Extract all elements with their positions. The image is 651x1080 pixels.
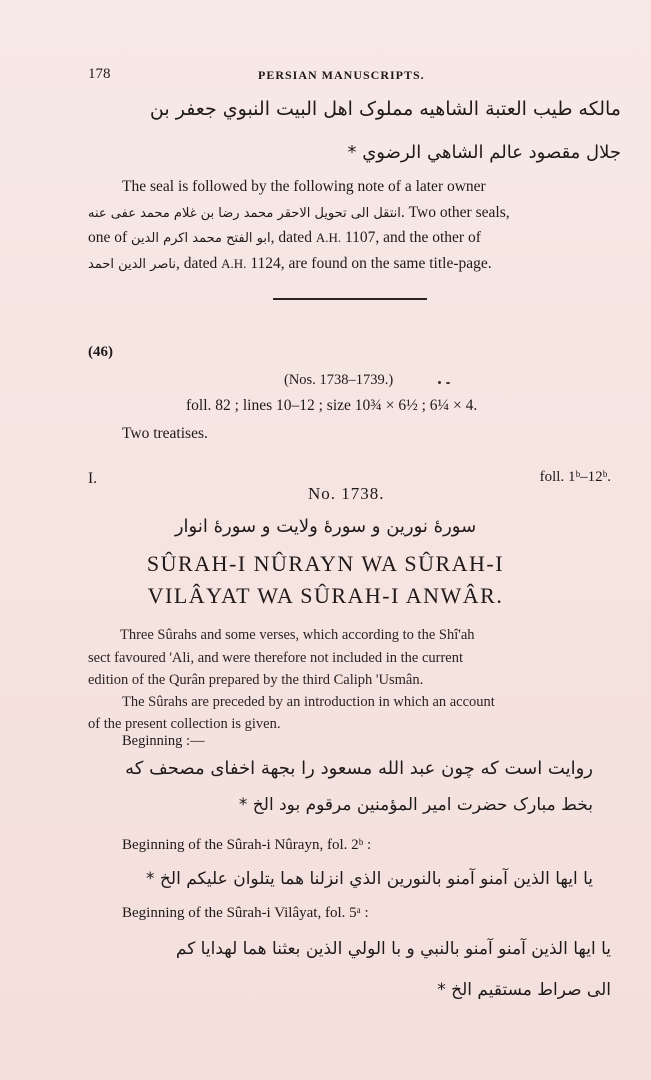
later-owner-note-arabic: انتقل الی تحویل الاحقر محمد رضا بن غلام محمد عفی عنه bbox=[88, 206, 401, 221]
vilayat-arabic-line-1: یا ایها الذین آمنو آمنو بالنبي و با الولي الذین بعثنا هما لهدایا کم bbox=[175, 939, 611, 959]
beginning-arabic-line-1: روایت است که چون عبد الله مسعود را بجهة اخفای مصحف که bbox=[125, 758, 593, 779]
treatise-title-line-1: SÛRAH-I NÛRAYN WA SÛRAH-I bbox=[146, 551, 505, 576]
seal-note-line-4-suffix: 1124, are found on the same title-page. bbox=[250, 255, 492, 272]
treatise-number: No. 1738. bbox=[308, 484, 385, 503]
running-title: PERSIAN MANUSCRIPTS. bbox=[258, 68, 425, 82]
ink-speck bbox=[438, 381, 441, 384]
treatise-title-line-2: VILÂYAT WA SÛRAH-I ANWÂR. bbox=[147, 583, 504, 608]
ink-speck bbox=[446, 382, 450, 384]
treatise-title-arabic: سورهٔ نورین و سورهٔ ولایت و سورهٔ انوار bbox=[174, 516, 477, 537]
page-number: 178 bbox=[88, 66, 111, 82]
seal-note-line-2 bbox=[88, 204, 618, 222]
section-divider bbox=[273, 298, 427, 300]
description-line-2: sect favoured 'Ali, and were therefore not included in the current bbox=[88, 650, 464, 666]
seal-note-line-2-text: . Two other seals, bbox=[400, 204, 510, 221]
seal-note-line-4 bbox=[88, 255, 618, 273]
two-treatises: Two treatises. bbox=[122, 425, 208, 442]
seal-arabic-line-1: مالکه طیب العتبة الشاهیه مملوک اهل البیت النبوي جعفر بن bbox=[149, 98, 621, 120]
seal-note-line-3-prefix: one of bbox=[88, 229, 128, 246]
treatise-roman-numeral: I. bbox=[88, 470, 98, 487]
description-line-4: The Sûrahs are preceded by an introduction in which an account bbox=[122, 694, 495, 710]
seal-note-line-3 bbox=[88, 229, 618, 247]
beginning-label: Beginning :— bbox=[122, 733, 205, 749]
seal-name-arabic-2: ناصر الدین احمد bbox=[88, 257, 176, 272]
folio-description: foll. 82 ; lines 10–12 ; size 10¾ × 6½ ; 6¼ × 4. bbox=[186, 397, 478, 414]
anno-hegirae-2: A.H. bbox=[221, 256, 247, 271]
seal-note-line-3-mid: , dated bbox=[270, 229, 312, 246]
nurayn-arabic: یا ایها الذین آمنو آمنو بالنورین الذي انزلنا هما یتلوان علیکم الخ * bbox=[146, 869, 593, 889]
seal-arabic-line-2: جلال مقصود عالم الشاهي الرضوي * bbox=[347, 142, 621, 163]
seal-note-line-3-suffix: 1107, and the other of bbox=[344, 229, 481, 246]
beginning-vilayat-label: Beginning of the Sûrah-i Vilâyat, fol. 5ᵃ : bbox=[122, 905, 369, 921]
seal-note-line-4-mid: , dated bbox=[175, 255, 218, 272]
description-line-3: edition of the Qurân prepared by the third Caliph 'Usmân. bbox=[88, 672, 424, 688]
catalogue-numbers: (Nos. 1738–1739.) bbox=[284, 372, 394, 388]
entry-number: (46) bbox=[88, 344, 113, 360]
description-line-5: of the present collection is given. bbox=[88, 716, 281, 732]
description-line-1: Three Sûrahs and some verses, which according to the Shî'ah bbox=[120, 627, 475, 643]
vilayat-arabic-line-2: الی صراط مستقیم الخ * bbox=[437, 980, 611, 1000]
seal-note-line-1: The seal is followed by the following note of a later owner bbox=[122, 178, 486, 195]
beginning-nurayn-label: Beginning of the Sûrah-i Nûrayn, fol. 2ᵇ : bbox=[122, 837, 372, 853]
beginning-arabic-line-2: بخط مبارک حضرت امیر المؤمنین مرقوم بود الخ * bbox=[238, 795, 593, 815]
anno-hegirae-1: A.H. bbox=[315, 230, 342, 245]
treatise-folios: foll. 1ᵇ–12ᵇ. bbox=[539, 469, 611, 485]
seal-name-arabic-1: ابو الفتح محمد اکرم الدین bbox=[131, 231, 271, 246]
